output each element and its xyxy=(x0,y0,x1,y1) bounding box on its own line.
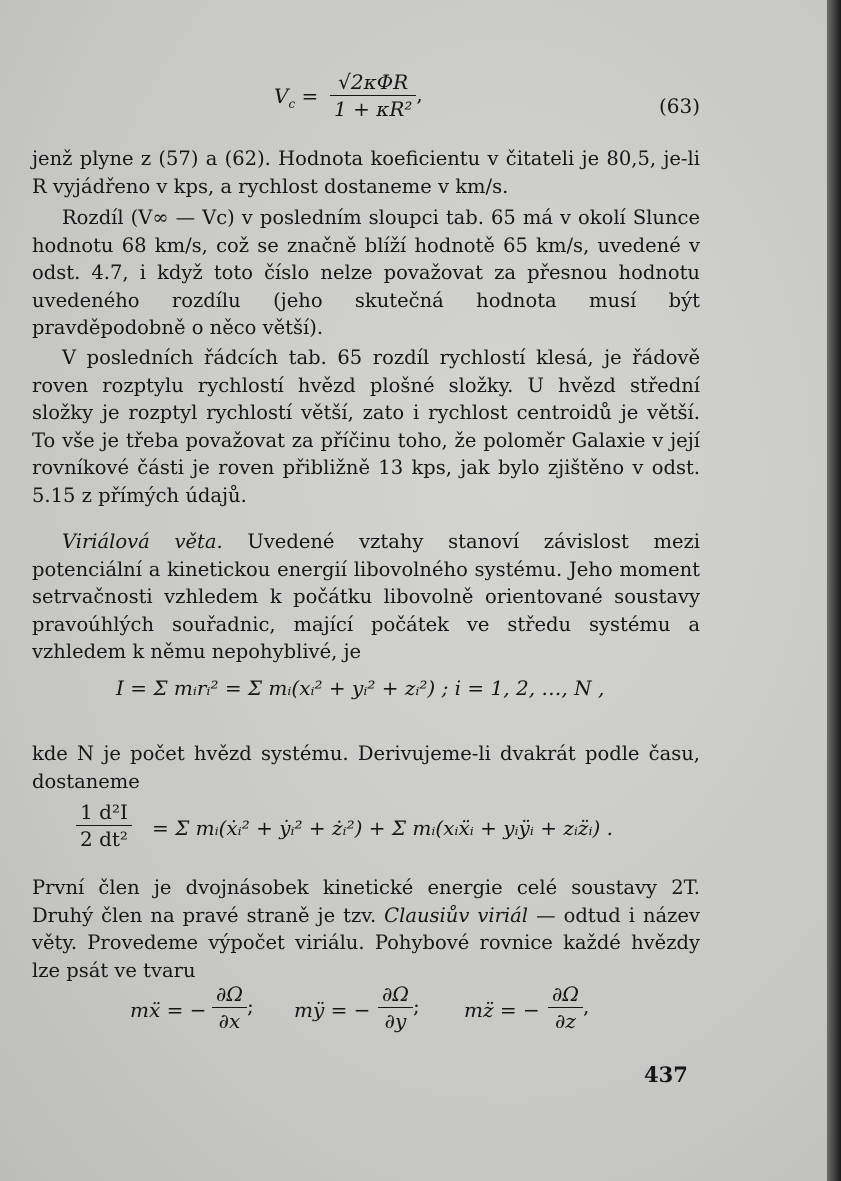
paragraph-virial-intro: Viriálová věta. Uvedené vztahy stanoví závislost mezi potenciální a kinetickou energií libovolného systému. Jeho moment setrvačnosti vzhledem k počátku libovolně orientované soustavy pravoúhlých souřadnic, mající počátek ve středu systému a vzhledem k němu nepohyblivé, je xyxy=(32,530,700,664)
moment-equation: I = Σ mᵢrᵢ² = Σ mᵢ(xᵢ² + yᵢ² + zᵢ²) ; i = 1, 2, …, N , xyxy=(116,676,605,700)
paragraph-2: Rozdíl (V∞ — Vc) v posledním sloupci tab. 65 má v okolí Slunce hodnotu 68 km/s, což se značně blíží hodnotě 65 km/s, uvedené v odst. 4.7, i když toto číslo nelze považovat za přesnou hodnotu uvedeného rozdílu (jeho skutečná hodnota musí být pravděpodobně o něco větší). xyxy=(32,206,700,340)
motion-y-lhs: mÿ = − xyxy=(294,998,371,1022)
paragraph-6: První člen je dvojnásobek kinetické energie celé soustavy 2T. Druhý člen na pravé straně je tzv. Clausiův viriál — odtud i název věty. Provedeme výpočet viriálu. Pohybové rovnice každé hvězdy lze psát ve tvaru xyxy=(32,876,700,982)
motion-y-frac: $\frac{\partial\Omega}{\partial y}$ ; xyxy=(378,982,420,1033)
eq63-denominator: 1 + κR² xyxy=(334,97,413,121)
paragraph-5: kde N je počet hvězd systému. Derivujeme-li dvakrát podle času, dostaneme xyxy=(32,742,700,793)
paragraph-3: V posledních řádcích tab. 65 rozdíl rychlostí klesá, je řádově roven rozptylu rychlostí hvězd plošné složky. U hvězd střední složky je rozptyl rychlostí větší, zato i rychlost centroidů je větší. To vše je třeba považovat za příčinu toho, že poloměr Galaxie v její rovníkové části je roven přibližně 13 kps, jak bylo zjištěno v odst. 5.15 z přímých údajů. xyxy=(32,346,700,507)
eq63-lhs: $V_c$ = xyxy=(274,84,319,111)
motion-x-lhs: mẍ = − xyxy=(130,998,207,1022)
section-heading-virial: Viriálová věta. xyxy=(62,530,223,553)
clausius-virial: Clausiův viriál xyxy=(384,903,529,927)
d2I-fraction: $\frac{\text{1 d²I}}{\text{2 dt²}}$ xyxy=(76,800,132,851)
motion-z-lhs: mz̈ = − xyxy=(464,998,540,1022)
page-number: 437 xyxy=(644,1062,688,1087)
eq63-numerator: √2κΦR xyxy=(330,70,416,96)
equation-moment-of-inertia xyxy=(32,676,700,716)
motion-z-frac: $\frac{\partial\Omega}{\partial z}$ , xyxy=(548,982,589,1033)
equations-of-motion xyxy=(32,982,700,1042)
motion-x-frac: $\frac{\partial\Omega}{\partial x}$ ; xyxy=(212,982,254,1033)
equation-second-derivative xyxy=(32,800,700,860)
equation-number: (63) xyxy=(658,94,700,118)
equation-63 xyxy=(32,70,700,130)
second-derivative-rhs: = Σ mᵢ(ẋᵢ² + ẏᵢ² + żᵢ²) + Σ mᵢ(xᵢẍᵢ + yᵢÿᵢ + zᵢz̈ᵢ) . xyxy=(152,816,613,840)
paragraph-1: jenž plyne z (57) a (62). Hodnota koeficientu v čitateli je 80,5, je-li R vyjádřeno v kps, a rychlost dostaneme v km/s. xyxy=(32,147,700,198)
eq63-fraction: $\frac{\text{√2κΦR}}{\text{1 + κR²}}$ , xyxy=(330,70,423,121)
scan-edge xyxy=(827,0,841,1181)
